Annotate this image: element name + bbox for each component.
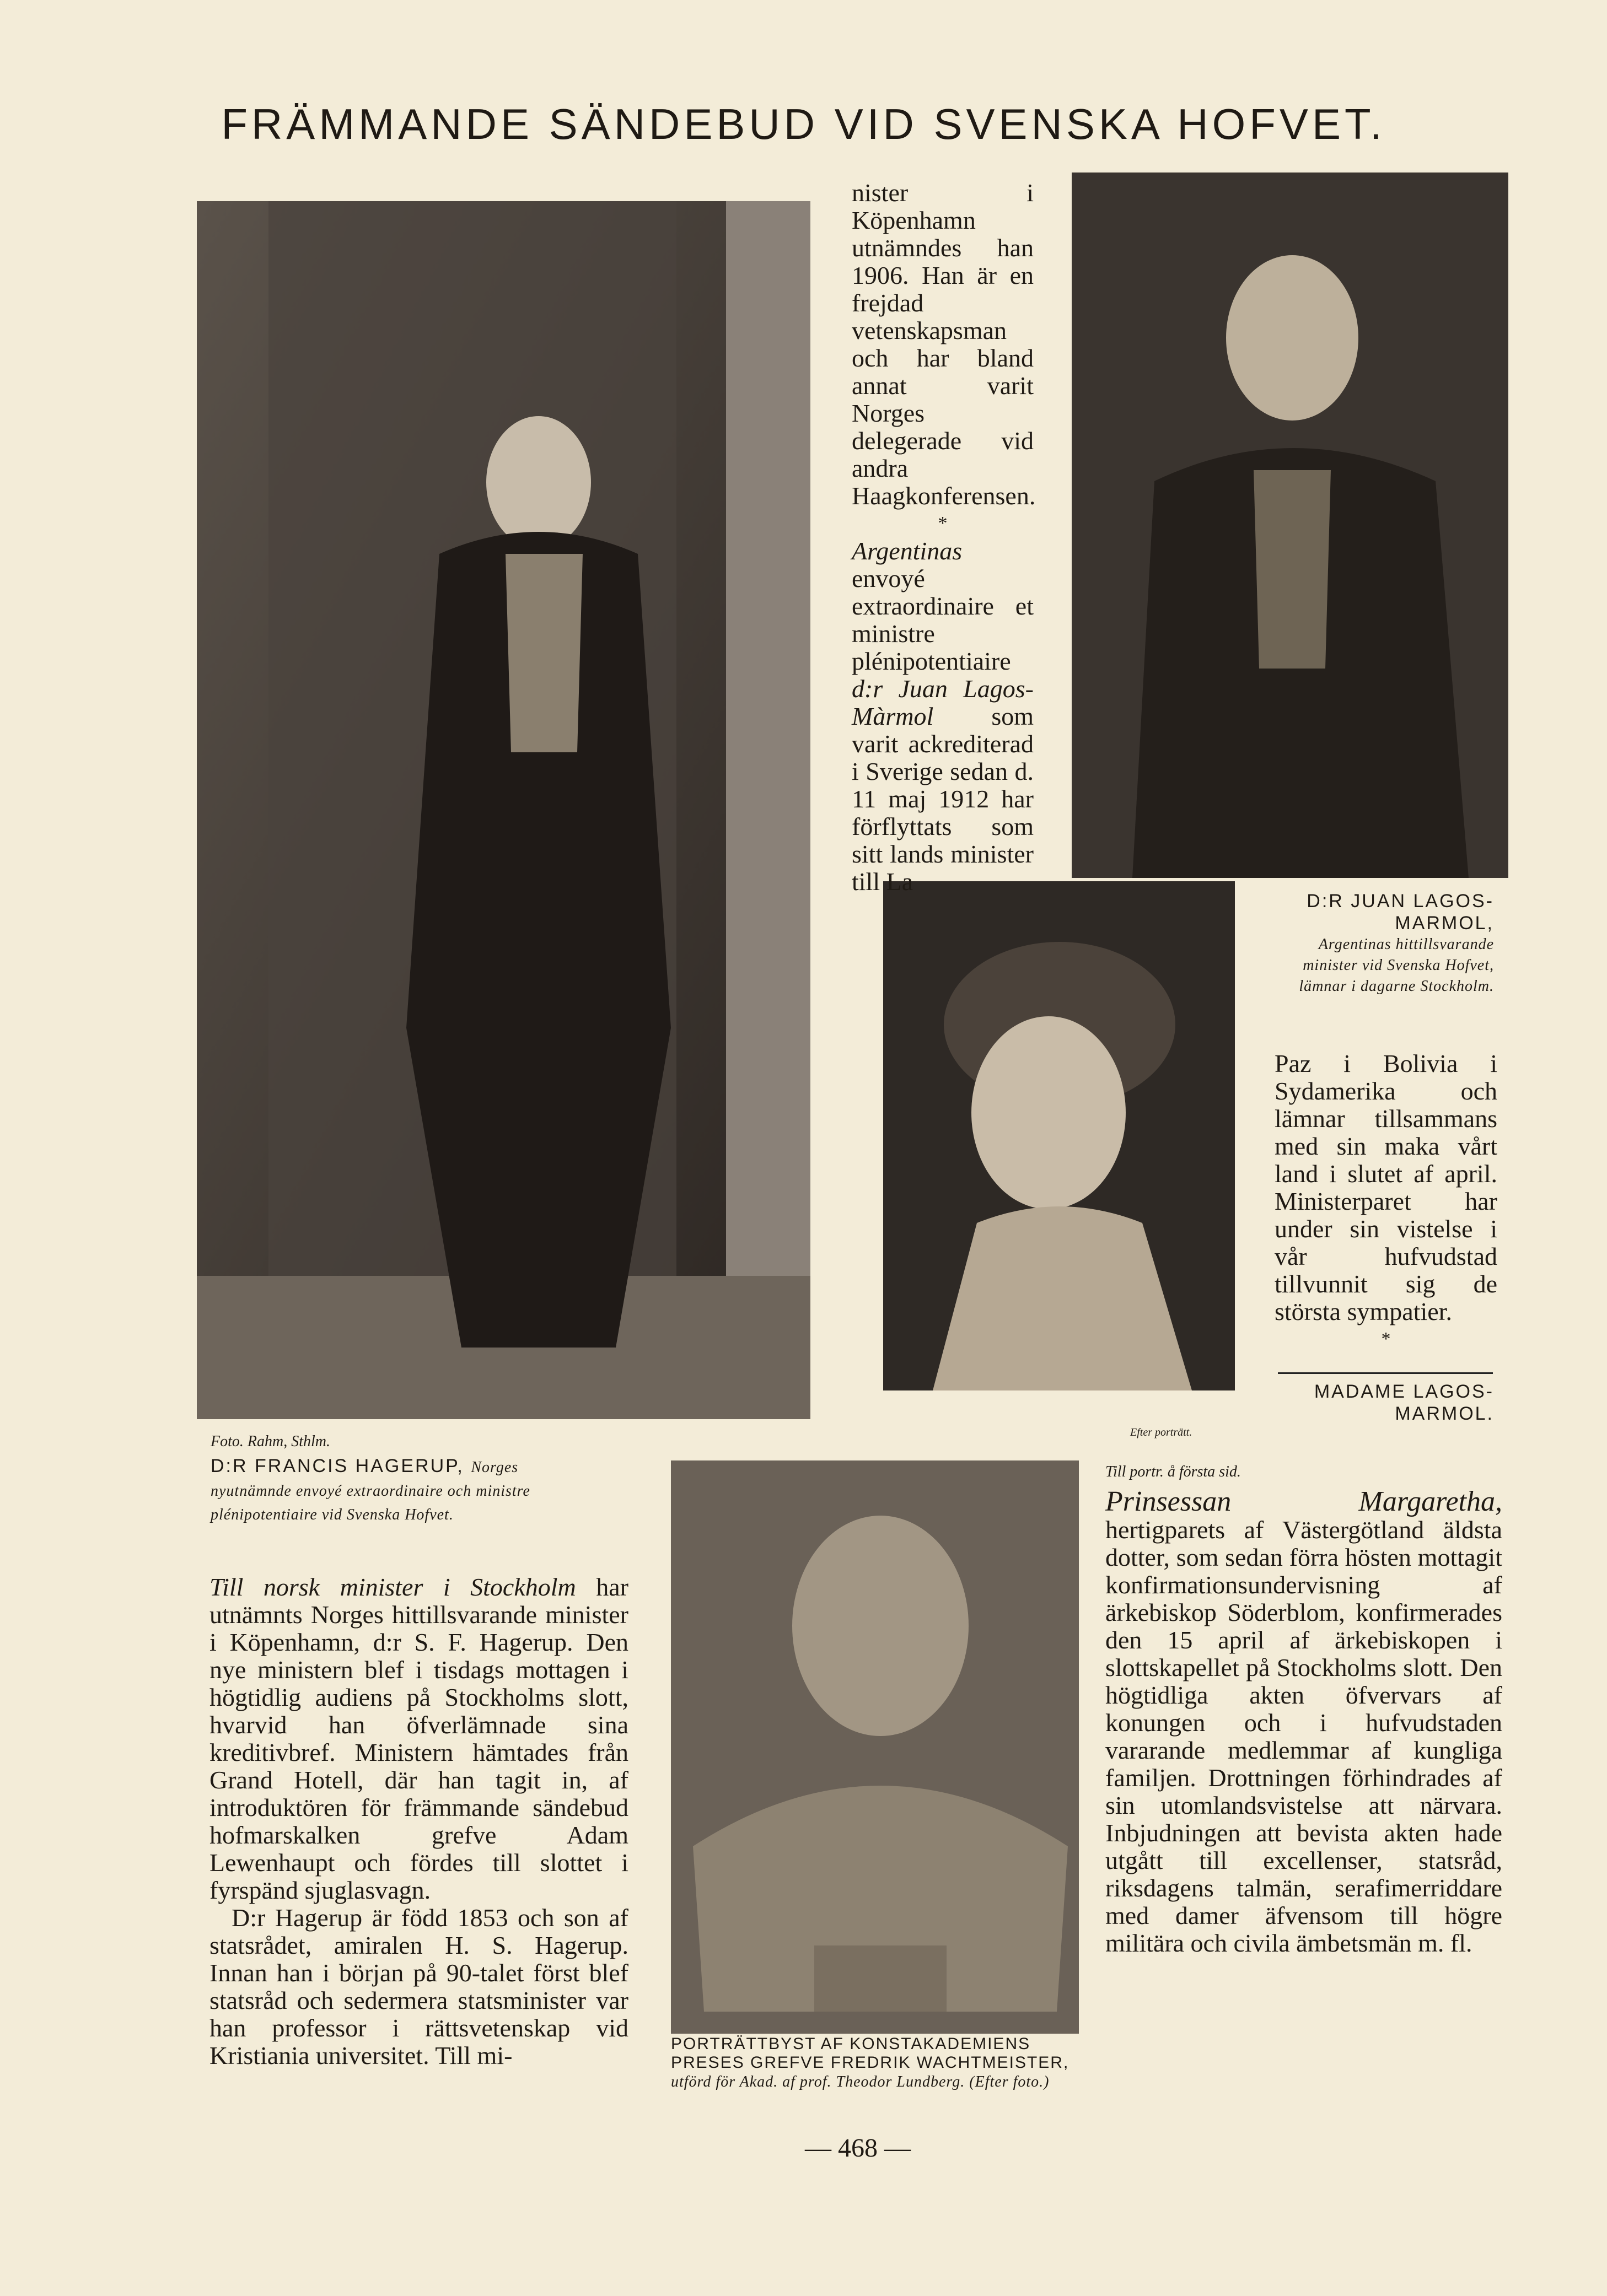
left-article-para1: har utnämnts Norges hittillsvarande minister i Köpenhamn, d:r S. F. Hagerup. Den nye ministern blef i tisdags mottagen i högtidlig audiens på Stockholms slott, hvarvid han öfverlämnade sina kreditivbref. Ministern hämtades från Grand Hotell, där han tagit in, af introduktören för främmande sändebud hofmarskalken grefve Adam Lewenhaupt och fördes till slottet i fyrspänd sjuglasvagn. bbox=[209, 1573, 629, 1904]
divider-rule bbox=[1278, 1372, 1493, 1374]
lagos-name-italic: d:r Juan Lagos-Màrmol bbox=[852, 675, 1034, 730]
photo-madame-lagos-marmol bbox=[883, 881, 1235, 1390]
caption-bust-name: PORTRÄTTBYST AF KONSTAKADEMIENS PRESES GREFVE FREDRIK WACHTMEISTER, bbox=[671, 2035, 1069, 2072]
hagerup-portrait-image bbox=[197, 201, 810, 1419]
caption-madame-credit: Efter porträtt. bbox=[1130, 1426, 1192, 1438]
left-article-lead: Till norsk minister i Stockholm bbox=[209, 1573, 576, 1601]
caption-hagerup bbox=[211, 1455, 569, 1526]
right-article-ref: Till portr. å första sid. bbox=[1105, 1463, 1241, 1480]
page-title: FRÄMMANDE SÄNDEBUD VID SVENSKA HOFVET. bbox=[221, 100, 1386, 148]
middle-paragraph-2b: som varit ackrediterad i Sverige sedan d. 11 maj 1912 har förflyttats som sitt lands minister till La bbox=[852, 702, 1034, 896]
caption-hagerup-credit: Foto. Rahm, Sthlm. bbox=[211, 1433, 330, 1450]
caption-lagos-name: D:R JUAN LAGOS-MARMOL, bbox=[1307, 891, 1494, 934]
left-article-para2: D:r Hagerup är född 1853 och son af statsrådet, amiralen H. S. Hagerup. Innan han i början på 90-talet först blef statsråd och sedermera statsminister var han professor i rättsvetenskap vid Kristiania universitet. Till mi- bbox=[209, 1904, 628, 2069]
left-article bbox=[209, 1573, 628, 2069]
caption-madame: MADAME LAGOS-MARMOL. bbox=[1314, 1381, 1494, 1424]
madame-portrait-image bbox=[883, 881, 1235, 1390]
middle-paragraph-2a: envoyé extraordinaire et ministre plénipotentiaire bbox=[852, 564, 1034, 675]
separator-star: * bbox=[938, 513, 948, 533]
right-article-lead: Prinsessan Margaretha, bbox=[1105, 1486, 1502, 1517]
middle-column bbox=[852, 179, 1034, 896]
caption-bust-desc: utförd för Akad. af prof. Theodor Lundberg. (Efter foto.) bbox=[671, 2073, 1050, 2090]
middle-paragraph-1: nister i Köpenhamn utnämndes han 1906. Han är en frejdad vetenskapsman och har bland annat varit Norges delegerade vid andra Haagkonferensen. bbox=[852, 179, 1036, 510]
argentinas-lead: Argentinas bbox=[852, 537, 963, 565]
right-separator-star: * bbox=[1381, 1329, 1391, 1349]
bust-image bbox=[671, 1460, 1079, 2034]
right-paragraph: Paz i Bolivia i Sydamerika och lämnar tillsammans med sin maka vårt land i slutet af april. Ministerparet har under sin vistelse i vår hufvudstad tillvunnit sig de största sympatier. bbox=[1275, 1049, 1497, 1325]
caption-lagos-desc: Argentinas hittillsvarande minister vid Svenska Hofvet, lämnar i dagarne Stockholm. bbox=[1299, 936, 1494, 995]
right-article bbox=[1105, 1488, 1502, 1957]
caption-hagerup-desc: Norges nyutnämnde envoyé extraordinaire och ministre plénipotentiaire vid Svenska Hofvet. bbox=[211, 1459, 530, 1523]
page-number: — 468 — bbox=[805, 2133, 911, 2163]
caption-hagerup-name: D:R FRANCIS HAGERUP, bbox=[211, 1456, 464, 1476]
photo-wachtmeister-bust bbox=[671, 1460, 1079, 2034]
right-article-para: hertigparets af Västergötland äldsta dotter, som sedan förra hösten mottagit konfirmationsundervisning af ärkebiskop Söderblom, konfirmerades den 15 april af ärkebiskopen i slottskapellet på Stockholms slott. Den högtidliga akten öfvervars af konungen och i hufvudstaden vararande medlemmar af kungliga familjen. Drottningen förhindrades af sin utomlandsvistelse att närvara. Inbjudningen att bevista akten hade utgått till excellenser, statsråd, riksdagens talmän, serafimerriddare med damer äfvensom till högre militära och civila ämbetsmän m. fl. bbox=[1105, 1516, 1502, 1957]
photo-hagerup bbox=[197, 201, 810, 1419]
right-column bbox=[1275, 1050, 1497, 1353]
caption-lagos-marmol bbox=[1262, 890, 1494, 997]
caption-bust bbox=[671, 2035, 1079, 2092]
photo-lagos-marmol bbox=[1072, 173, 1508, 878]
lagos-marmol-portrait-image bbox=[1072, 173, 1508, 878]
